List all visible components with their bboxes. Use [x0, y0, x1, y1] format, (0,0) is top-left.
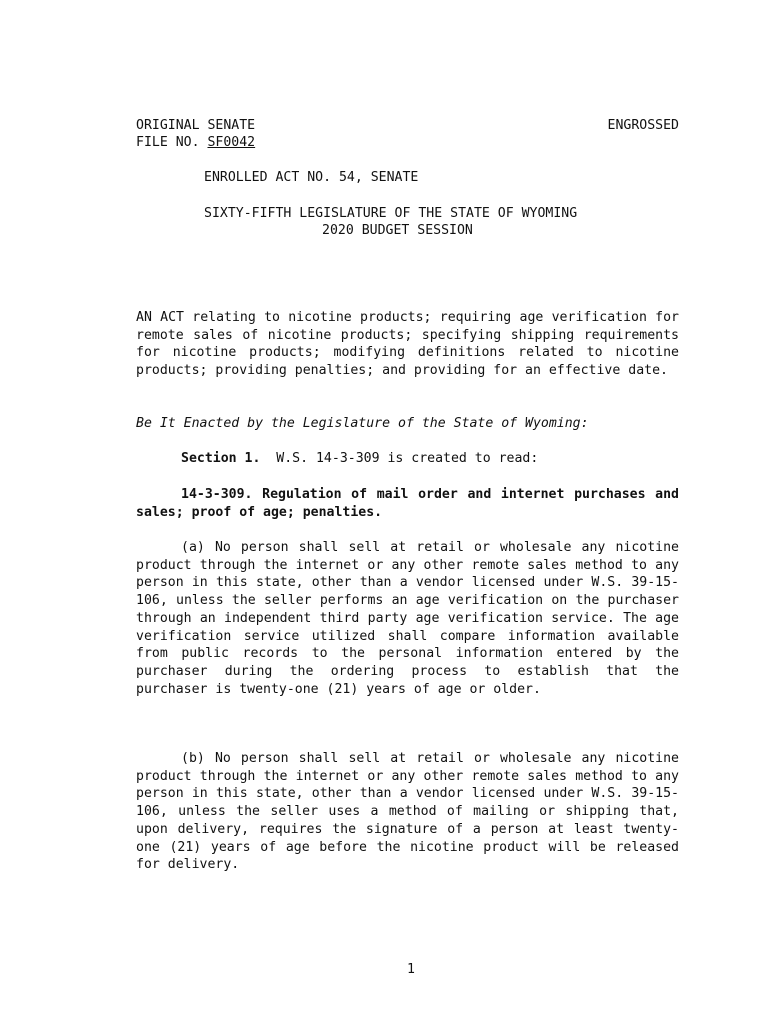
legislature-title: SIXTY-FIFTH LEGISLATURE OF THE STATE OF WYOMING: [204, 206, 578, 221]
section-1-text: W.S. 14-3-309 is created to read:: [276, 451, 539, 466]
enrolled-act-number: ENROLLED ACT NO. 54, SENATE: [204, 170, 419, 185]
statute-number: 14-3-309.: [181, 487, 253, 502]
act-title: AN ACT relating to nicotine products; requiring age verification for remote sales of nicotine products; specifying shipping requirements for nicotine products; modifying definitions related to nicotine products; providing penalties; and providing for an effective date.: [136, 310, 679, 379]
engrossed-label: ENGROSSED: [607, 118, 679, 133]
subsection-a-label: (a): [181, 540, 205, 555]
file-number: SF0042: [207, 135, 256, 150]
statute-title: Regulation of mail order and internet purchases and sales; proof of age; penalties.: [136, 487, 679, 520]
subsection-b-text: No person shall sell at retail or wholesale any nicotine product through the internet or any other remote sales method to any person in this state, other than a vendor licensed under W.S. 39-15-106, unless the seller uses a method of mailing or shipping that, upon delivery, requires the signature of a person at least twenty-one (21) years of age before the nicotine product will be released for delivery.: [136, 751, 679, 873]
subsection-a-text: No person shall sell at retail or wholesale any nicotine product through the internet or any other remote sales method to any person in this state, other than a vendor licensed under W.S. 39-15-106, unless the seller performs an age verification on the purchaser through an independent third party age verification service. The age verification service utilized shall compare information available from public records to the personal information entered by the purchaser during the ordering process to establish that the purchaser is twenty-one (21) years of age or older.: [136, 540, 679, 697]
page-number: 1: [407, 962, 415, 977]
section-1-line: [181, 450, 538, 467]
file-number-line: [136, 134, 255, 151]
section-1-label: Section 1.: [181, 451, 261, 466]
enacting-clause: Be It Enacted by the Legislature of the State of Wyoming:: [136, 416, 589, 431]
file-number-label: FILE NO.: [136, 135, 200, 150]
subsection-b: [136, 750, 679, 874]
original-senate-label: ORIGINAL SENATE: [136, 118, 256, 133]
statute-heading: [136, 486, 679, 521]
subsection-a: [136, 539, 679, 698]
session-title: 2020 BUDGET SESSION: [322, 223, 473, 238]
subsection-b-label: (b): [181, 751, 205, 766]
